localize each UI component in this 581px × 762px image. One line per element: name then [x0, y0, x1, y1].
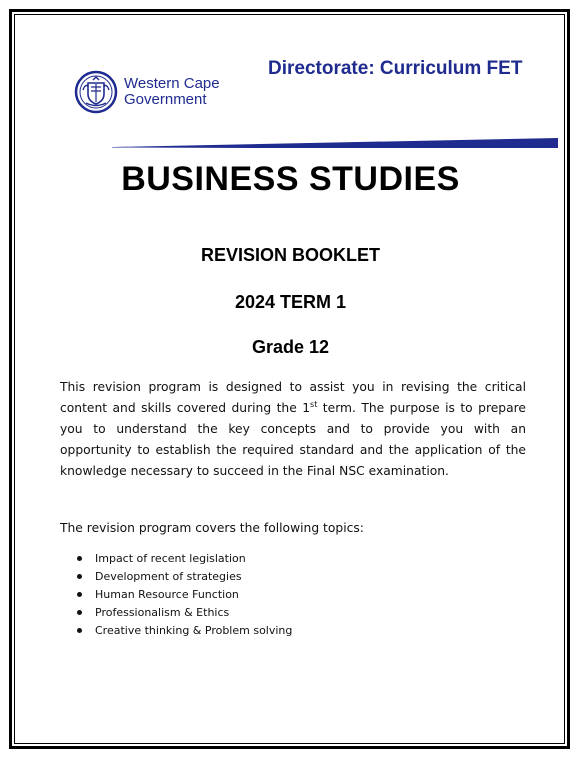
document-title: BUSINESS STUDIES [121, 160, 460, 198]
topic-label: Impact of recent legislation [95, 551, 246, 565]
document-term: 2024 TERM 1 [234, 292, 347, 312]
logo-wordmark [124, 76, 220, 108]
intro-text-part1: This revision program is designed to assist you in revising the critical content and skills covered during the 1 [60, 380, 526, 415]
bullet-icon [77, 592, 82, 597]
intro-text-part2: term. The purpose is to prepare you to understand the key concepts and to provide you with an opportunity to establish the required standard and the application of the knowledge necessary to succeed in the Final NSC examination. [60, 401, 526, 478]
coat-of-arms-icon [74, 70, 118, 114]
topic-label: Professionalism & Ethics [95, 605, 230, 619]
bullet-icon [77, 574, 82, 579]
list-item [60, 621, 292, 639]
bullet-icon [77, 556, 82, 561]
topics-list [60, 549, 292, 639]
topics-intro: The revision program covers the following topics: [60, 521, 364, 535]
bullet-icon [77, 610, 82, 615]
logo-line-government: Government [124, 91, 207, 108]
list-item [60, 567, 292, 585]
header-swoosh-rule [112, 136, 558, 148]
list-item [60, 603, 292, 621]
intro-ordinal-suffix: st [310, 399, 318, 409]
topic-label: Creative thinking & Problem solving [95, 623, 293, 637]
topic-label: Development of strategies [95, 569, 242, 583]
list-item [60, 549, 292, 567]
intro-paragraph [60, 377, 526, 482]
directorate-heading: Directorate: Curriculum FET [268, 58, 523, 79]
document-grade: Grade 12 [251, 337, 330, 357]
topic-label: Human Resource Function [95, 587, 239, 601]
bullet-icon [77, 628, 82, 633]
logo-line-western-cape: Western Cape [124, 75, 220, 92]
list-item [60, 585, 292, 603]
document-subtitle: REVISION BOOKLET [200, 245, 380, 265]
western-cape-government-logo [74, 70, 220, 114]
